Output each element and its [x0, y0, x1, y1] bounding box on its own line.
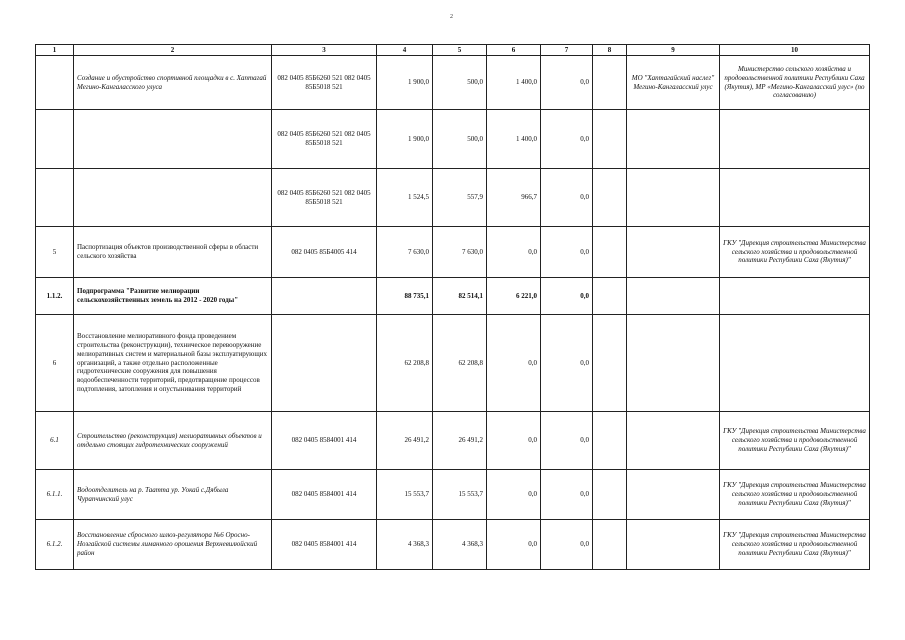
budget-code: 082 0405 8584001 414 — [272, 470, 377, 520]
amount-col7: 0,0 — [541, 470, 593, 520]
amount-col5: 500,0 — [433, 110, 487, 169]
event-name — [74, 110, 272, 169]
budget-code: 082 0405 8584001 414 — [272, 520, 377, 570]
header-cell-3: 3 — [272, 45, 377, 56]
amount-col5: 82 514,1 — [433, 278, 487, 315]
row-number: 1.1.2. — [36, 278, 74, 315]
budget-code — [272, 278, 377, 315]
table-row — [36, 470, 870, 520]
amount-col6: 1 400,0 — [487, 56, 541, 110]
budget-code — [272, 315, 377, 412]
amount-total: 1 900,0 — [377, 110, 433, 169]
responsible: ГКУ "Дирекция строительства Министерства сельского хозяйства и продовольственной политики Республики Саха (Якутия)" — [720, 227, 870, 278]
row-number: 5 — [36, 227, 74, 278]
header-cell-2: 2 — [74, 45, 272, 56]
executor — [627, 412, 720, 470]
amount-total: 1 524,5 — [377, 169, 433, 227]
amount-total: 1 900,0 — [377, 56, 433, 110]
amount-col8 — [593, 56, 627, 110]
amount-col8 — [593, 412, 627, 470]
amount-col6: 6 221,0 — [487, 278, 541, 315]
amount-col8 — [593, 169, 627, 227]
executor — [627, 278, 720, 315]
responsible: Министерство сельского хозяйства и продовольственной политики Республики Саха (Якутия), МР «Мегино-Кангаласский улус» (по согласованию) — [720, 56, 870, 110]
event-name: Восстановление сбросного шлюз-регулятора №6 Оросно-Нозгайской системы лиманного орошения Верхневилюйский район — [74, 520, 272, 570]
amount-col7: 0,0 — [541, 227, 593, 278]
event-name: Восстановление мелиоративного фонда проведением строительства (реконструкции), техническое перевооружение мелиоративных систем и материальной базы эксплуатирующих организаций, а также отдельно расположенные гидротехнические сооружения для повышения водообеспеченности территорий, предотвращение процессов подтопления, затопления и опустынивания территорий — [74, 315, 272, 412]
responsible: ГКУ "Дирекция строительства Министерства сельского хозяйства и продовольственной политики Республики Саха (Якутия)" — [720, 470, 870, 520]
amount-col6: 0,0 — [487, 520, 541, 570]
header-cell-5: 5 — [433, 45, 487, 56]
amount-col5: 26 491,2 — [433, 412, 487, 470]
amount-col7: 0,0 — [541, 278, 593, 315]
executor — [627, 470, 720, 520]
event-name: Строительство (реконструкция) мелиоративных объектов и отдельно стоящих гидротехнических сооружений — [74, 412, 272, 470]
amount-col6: 0,0 — [487, 470, 541, 520]
header-cell-6: 6 — [487, 45, 541, 56]
header-row — [36, 45, 870, 56]
amount-col6: 0,0 — [487, 315, 541, 412]
row-number — [36, 56, 74, 110]
header-cell-7: 7 — [541, 45, 593, 56]
budget-code: 082 0405 85Б4005 414 — [272, 227, 377, 278]
table-row — [36, 227, 870, 278]
event-name: Паспортизация объектов производственной сферы в области сельского хозяйства — [74, 227, 272, 278]
amount-col6: 1 400,0 — [487, 110, 541, 169]
amount-col5: 500,0 — [433, 56, 487, 110]
amount-col5: 7 630,0 — [433, 227, 487, 278]
responsible: ГКУ "Дирекция строительства Министерства сельского хозяйства и продовольственной политики Республики Саха (Якутия)" — [720, 412, 870, 470]
amount-col6: 0,0 — [487, 412, 541, 470]
executor: МО "Хаптагайский наслег" Мегино-Кангаласский улус — [627, 56, 720, 110]
budget-code: 082 0405 85Б6260 521 082 0405 85Б5018 521 — [272, 56, 377, 110]
event-name: Водоотделитель на р. Таатта ур. Уокай с.Дябыла Чурапчинский улус — [74, 470, 272, 520]
amount-col5: 557,9 — [433, 169, 487, 227]
amount-total: 26 491,2 — [377, 412, 433, 470]
page-number: 2 — [450, 14, 453, 20]
amount-col8 — [593, 227, 627, 278]
row-number — [36, 110, 74, 169]
event-name: Создание и обустройство спортивной площадки в с. Хаптагай Мегино-Кангаласского улуса — [74, 56, 272, 110]
responsible: ГКУ "Дирекция строительства Министерства сельского хозяйства и продовольственной политики Республики Саха (Якутия)" — [720, 520, 870, 570]
executor — [627, 169, 720, 227]
responsible — [720, 278, 870, 315]
amount-total: 4 368,3 — [377, 520, 433, 570]
row-number: 6.1.1. — [36, 470, 74, 520]
amount-col8 — [593, 278, 627, 315]
amount-col6: 966,7 — [487, 169, 541, 227]
amount-col5: 15 553,7 — [433, 470, 487, 520]
amount-col7: 0,0 — [541, 315, 593, 412]
budget-code: 082 0405 8584001 414 — [272, 412, 377, 470]
amount-col8 — [593, 110, 627, 169]
table-row — [36, 412, 870, 470]
table-row — [36, 56, 870, 110]
amount-col5: 4 368,3 — [433, 520, 487, 570]
amount-col8 — [593, 315, 627, 412]
row-number: 6.1.2. — [36, 520, 74, 570]
amount-total: 7 630,0 — [377, 227, 433, 278]
budget-code: 082 0405 85Б6260 521 082 0405 85Б5018 521 — [272, 169, 377, 227]
amount-total: 15 553,7 — [377, 470, 433, 520]
event-name — [74, 169, 272, 227]
row-number: 6 — [36, 315, 74, 412]
row-number: 6.1 — [36, 412, 74, 470]
responsible — [720, 169, 870, 227]
amount-col6: 0,0 — [487, 227, 541, 278]
responsible — [720, 315, 870, 412]
table-row — [36, 110, 870, 169]
subprogram-row — [36, 278, 870, 315]
amount-col7: 0,0 — [541, 169, 593, 227]
amount-col5: 62 208,8 — [433, 315, 487, 412]
amount-col8 — [593, 520, 627, 570]
header-cell-1: 1 — [36, 45, 74, 56]
amount-total: 88 735,1 — [377, 278, 433, 315]
executor — [627, 110, 720, 169]
header-cell-9: 9 — [627, 45, 720, 56]
amount-col7: 0,0 — [541, 110, 593, 169]
responsible — [720, 110, 870, 169]
table-row — [36, 520, 870, 570]
table-row — [36, 169, 870, 227]
amount-total: 62 208,8 — [377, 315, 433, 412]
executor — [627, 520, 720, 570]
header-cell-8: 8 — [593, 45, 627, 56]
amount-col7: 0,0 — [541, 520, 593, 570]
executor — [627, 315, 720, 412]
header-cell-10: 10 — [720, 45, 870, 56]
amount-col7: 0,0 — [541, 412, 593, 470]
program-table — [35, 44, 870, 570]
budget-code: 082 0405 85Б6260 521 082 0405 85Б5018 521 — [272, 110, 377, 169]
amount-col8 — [593, 470, 627, 520]
executor — [627, 227, 720, 278]
header-cell-4: 4 — [377, 45, 433, 56]
row-number — [36, 169, 74, 227]
amount-col7: 0,0 — [541, 56, 593, 110]
event-name: Подпрограмма "Развитие мелиорации сельскохозяйственных земель на 2012 - 2020 годы" — [74, 278, 272, 315]
table-row — [36, 315, 870, 412]
